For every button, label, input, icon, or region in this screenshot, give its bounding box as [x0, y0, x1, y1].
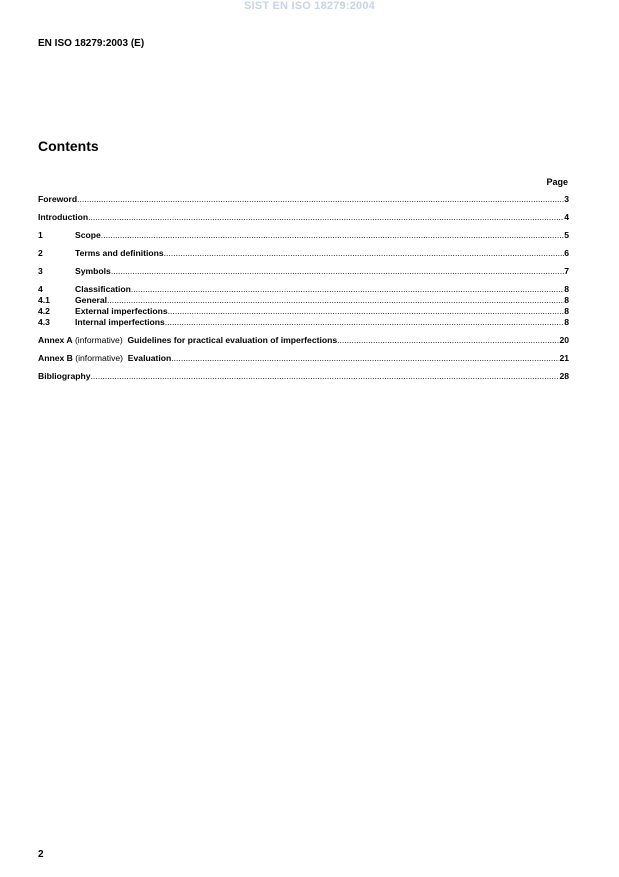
toc-entry-foreword[interactable]	[38, 194, 569, 205]
toc-label	[38, 353, 171, 364]
dot-leader	[77, 194, 564, 205]
toc-label: Introduction	[38, 212, 89, 222]
toc-page: 21	[559, 353, 569, 363]
dot-leader	[165, 317, 564, 328]
toc-label: Symbols	[75, 266, 111, 276]
toc-label: Scope	[75, 230, 101, 240]
dot-leader	[107, 295, 564, 306]
annex-label: Annex B	[38, 353, 73, 363]
toc-label: General	[75, 295, 108, 305]
toc-page: 4	[564, 212, 569, 222]
dot-leader	[111, 266, 564, 277]
toc-entry-scope[interactable]	[38, 230, 569, 241]
toc-label: Bibliography	[38, 371, 91, 381]
toc-page: 3	[564, 194, 569, 204]
toc-page: 7	[564, 266, 569, 276]
page-number: 2	[38, 849, 44, 860]
toc-label: Internal imperfections	[75, 317, 165, 327]
toc-page: 6	[564, 248, 569, 258]
dot-leader	[164, 248, 565, 259]
annex-label: Annex A	[38, 335, 73, 345]
toc-label	[38, 335, 337, 346]
toc-page: 20	[559, 335, 569, 345]
dot-leader	[101, 230, 564, 241]
annex-title: Guidelines for practical evaluation of imperfections	[127, 335, 338, 345]
toc-entry-terms[interactable]	[38, 248, 569, 259]
dot-leader	[168, 306, 565, 317]
toc-page: 8	[564, 306, 569, 316]
toc-number: 1	[38, 230, 43, 240]
dot-leader	[88, 212, 564, 223]
toc-label: External imperfections	[75, 306, 168, 316]
toc-entry-bibliography[interactable]	[38, 371, 569, 382]
toc-label: Classification	[75, 284, 131, 294]
dot-leader	[131, 284, 564, 295]
toc-number: 3	[38, 266, 43, 276]
toc-entry-annex-a[interactable]	[38, 335, 569, 346]
dot-leader	[91, 371, 560, 382]
toc-number: 4.1	[38, 295, 50, 305]
toc-page: 8	[564, 295, 569, 305]
toc-number: 4.2	[38, 306, 50, 316]
page-title: Contents	[38, 138, 99, 154]
toc-page: 8	[564, 317, 569, 327]
toc-number: 4.3	[38, 317, 50, 327]
toc-page: 28	[559, 371, 569, 381]
toc-entry-introduction[interactable]	[38, 212, 569, 223]
document-id: EN ISO 18279:2003 (E)	[38, 38, 145, 49]
toc-number: 4	[38, 284, 43, 294]
watermark: SIST EN ISO 18279:2004	[244, 0, 375, 12]
annex-type: (informative)	[74, 335, 123, 345]
toc-entry-classification[interactable]	[38, 284, 569, 295]
toc-entry-general[interactable]	[38, 295, 569, 306]
page-column-header: Page	[546, 177, 568, 187]
dot-leader	[337, 335, 559, 346]
annex-title: Evaluation	[127, 353, 172, 363]
toc-page: 5	[564, 230, 569, 240]
toc-entry-symbols[interactable]	[38, 266, 569, 277]
toc-label: Foreword	[38, 194, 78, 204]
toc-entry-external[interactable]	[38, 306, 569, 317]
dot-leader	[171, 353, 559, 364]
toc-number: 2	[38, 248, 43, 258]
toc-entry-annex-b[interactable]	[38, 353, 569, 364]
toc-entry-internal[interactable]	[38, 317, 569, 328]
table-of-contents	[38, 194, 569, 382]
annex-type: (informative)	[75, 353, 124, 363]
toc-page: 8	[564, 284, 569, 294]
toc-label: Terms and definitions	[75, 248, 164, 258]
